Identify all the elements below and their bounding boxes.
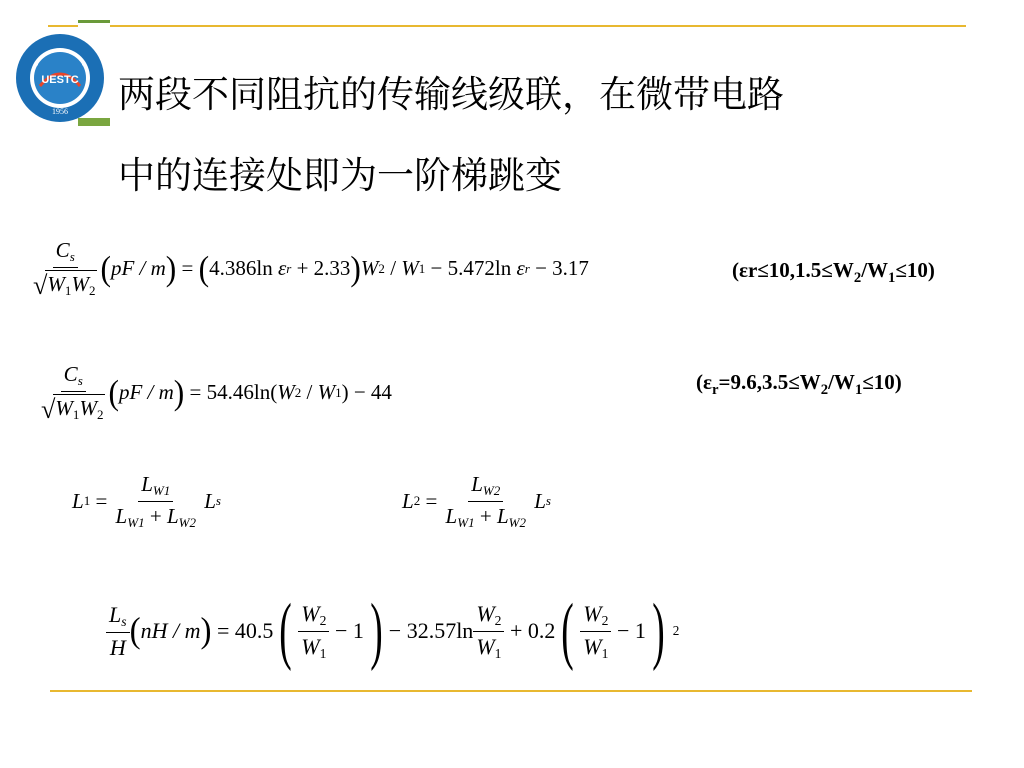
eq5-lhs-fraction: $\frac{Ls}{H}$ <box>106 602 130 661</box>
equation-inductance: $\frac{Ls}{H}$ ( nH / m ) = 40.5 ( $\frac{W_2}{W_1}$ − 1 ) − 32.57ln $\frac{W_2}{W_1}$ + 0.2 ( $\frac{W_2}{W_1}$ − 1 ) 2 <box>106 594 679 669</box>
side-accent-top <box>78 20 110 23</box>
top-rule <box>48 25 966 27</box>
equation-l1: L 1 = $\frac{LW1}{LW1 + LW2}$ L s <box>72 472 221 530</box>
logo-year: 1956 <box>52 107 68 116</box>
slide-title-line-2: 中的连接处即为一阶梯跳变 <box>118 154 562 197</box>
logo-text: UESTC <box>41 74 79 86</box>
eq2-units: pF / m <box>118 380 174 405</box>
equation-capacitance-alumina: Cs √ $W_1W_2$ ( pF / m ) = 54.46ln( W 2 / W 1 ) − 44 <box>38 362 392 424</box>
equation-capacitance-general: Cs √ $W_1W_2$ ( pF / m ) = ( 4.386ln ε r + 2.33 ) W 2 / W 1 − 5.472ln ε r − 3.17 <box>30 238 589 300</box>
eq2-lhs-fraction: Cs √ $W_1W_2$ <box>41 362 104 424</box>
uestc-logo <box>14 32 106 124</box>
eq1-lhs-fraction: Cs √ $W_1W_2$ <box>33 238 96 300</box>
eq3-fraction: $\frac{LW1}{LW1 + LW2}$ <box>115 472 196 530</box>
eq4-fraction: $\frac{LW2}{LW1 + LW2}$ <box>445 472 526 530</box>
eq1-units: pF / m <box>110 256 166 281</box>
bottom-rule <box>50 690 972 692</box>
equation-l2: L 2 = $\frac{LW2}{LW1 + LW2}$ L s <box>402 472 551 530</box>
slide-title-line-1: 两段不同阻抗的传输线级联，在微带电路 <box>118 73 784 116</box>
eq1-condition: $(\varepsilon r\le 10,1.5\le W_2/W_1\le 10)$ <box>732 258 935 287</box>
eq5-units: nH / m <box>140 618 201 644</box>
eq2-condition: $(\varepsilon_r=9.6,3.5\le W_2/W_1\le 10)$ <box>696 370 902 399</box>
